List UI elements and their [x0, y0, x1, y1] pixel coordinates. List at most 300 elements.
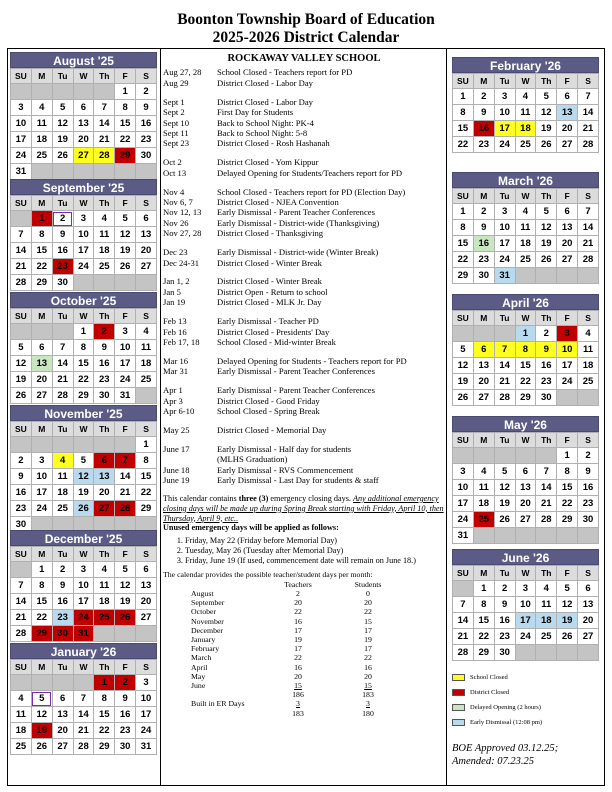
day-cell: 28	[578, 137, 599, 153]
emergency-title: Unused emergency days will be applied as follows:	[163, 523, 339, 533]
event-row	[163, 406, 445, 416]
days-count: 19	[294, 634, 302, 644]
day-cell: 13	[473, 358, 494, 374]
day-cell: 5	[536, 204, 557, 220]
day-cell: 29	[515, 390, 536, 406]
day-cell: 27	[136, 259, 157, 275]
day-cell: 31	[11, 164, 32, 180]
event-row	[163, 138, 445, 148]
event-date: Nov 26	[163, 217, 189, 228]
event-text: Early Dismissal - District-wide (Winter Break)	[217, 247, 379, 258]
day-cell: 13	[31, 356, 52, 372]
day-cell: 15	[115, 116, 136, 132]
event-row	[163, 287, 445, 297]
day-cell: 23	[473, 252, 494, 268]
event-row	[163, 187, 445, 197]
event-text: District Closed - Presidents' Day	[217, 326, 330, 337]
event-row	[163, 157, 445, 167]
day-cell: 15	[94, 707, 115, 723]
calendar-dec	[10, 530, 157, 642]
day-cell: 11	[578, 342, 599, 358]
weekday-header: SU	[453, 311, 474, 326]
day-cell: 26	[494, 512, 515, 528]
event-date: Feb 16	[163, 326, 187, 337]
document-title-line2: 2025-2026 District Calendar	[212, 29, 400, 46]
day-cell: 9	[136, 100, 157, 116]
days-month: February	[191, 644, 220, 654]
day-cell: 5	[73, 453, 94, 469]
calendar-sep	[10, 179, 157, 291]
event-date: Feb 17, 18	[163, 336, 200, 347]
day-cell: 4	[11, 691, 32, 707]
day-cell: 3	[31, 453, 52, 469]
month-title: March '26	[452, 172, 599, 188]
weekday-header: F	[557, 566, 578, 581]
weekday-header: Th	[94, 660, 115, 675]
day-cell: 2	[578, 448, 599, 464]
day-cell: 12	[536, 105, 557, 121]
day-cell: 26	[11, 388, 32, 404]
empty-day	[73, 437, 94, 453]
day-cell: 27	[73, 148, 94, 164]
day-cell: 28	[115, 501, 136, 517]
weekday-header: Tu	[494, 189, 515, 204]
weekday-header: SU	[453, 433, 474, 448]
day-cell: 19	[31, 723, 52, 739]
event-text: (MLHS Graduation)	[217, 454, 288, 465]
empty-day	[31, 84, 52, 100]
weekday-header: W	[73, 69, 94, 84]
days-header-students: Students	[354, 579, 382, 589]
day-cell: 9	[94, 340, 115, 356]
days-count: 22	[294, 607, 302, 617]
day-cell: 23	[578, 496, 599, 512]
empty-day	[11, 324, 32, 340]
event-row	[163, 475, 445, 485]
day-cell: 6	[578, 581, 599, 597]
day-cell: 29	[115, 148, 136, 164]
day-cell: 8	[453, 105, 474, 121]
event-text: Early Dismissal - Parent Teacher Conferences	[217, 366, 375, 377]
day-cell: 23	[115, 723, 136, 739]
day-cell: 24	[73, 610, 94, 626]
weekday-header: Tu	[494, 433, 515, 448]
event-text: District Closed - Winter Break	[217, 276, 322, 287]
day-cell: 5	[52, 100, 73, 116]
calendar-jan	[10, 643, 157, 755]
event-row	[163, 385, 445, 395]
day-cell: 23	[136, 132, 157, 148]
day-cell: 6	[473, 342, 494, 358]
event-date: Mar 16	[163, 355, 189, 366]
day-cell: 20	[557, 236, 578, 252]
weekday-header: F	[115, 660, 136, 675]
event-text: Early Dismissal - Half day for students	[217, 443, 352, 454]
days-intro: The calendar provides the possible teacher/student days per month:	[163, 570, 373, 580]
day-cell: 20	[94, 485, 115, 501]
day-cell: 12	[11, 356, 32, 372]
day-cell: 9	[494, 597, 515, 613]
day-cell: 1	[515, 326, 536, 342]
weekday-header: SU	[11, 547, 32, 562]
empty-day	[578, 390, 599, 406]
day-cell: 11	[473, 480, 494, 496]
day-cell: 19	[115, 243, 136, 259]
days-row	[191, 681, 403, 690]
day-cell: 17	[453, 496, 474, 512]
weekday-header: M	[473, 311, 494, 326]
day-cell: 6	[557, 89, 578, 105]
day-cell: 22	[31, 259, 52, 275]
event-date: Apr 6-10	[163, 405, 195, 416]
day-cell: 30	[52, 626, 73, 642]
empty-day	[115, 164, 136, 180]
day-cell: 25	[94, 259, 115, 275]
event-text: Early Dismissal - Parent Teacher Conferences	[217, 207, 375, 218]
event-text: District Closed - Labor Day	[217, 77, 313, 88]
day-cell: 1	[31, 211, 52, 227]
day-cell: 11	[136, 340, 157, 356]
days-count: 2	[296, 588, 300, 598]
day-cell: 28	[494, 390, 515, 406]
day-cell: 8	[453, 220, 474, 236]
day-cell: 27	[31, 388, 52, 404]
day-cell: 21	[453, 629, 474, 645]
day-cell: 2	[52, 562, 73, 578]
day-cell: 25	[536, 629, 557, 645]
day-cell: 22	[94, 723, 115, 739]
days-row	[191, 607, 403, 616]
day-cell: 30	[52, 275, 73, 291]
day-cell: 4	[515, 89, 536, 105]
empty-day	[31, 164, 52, 180]
event-text: Early Dismissal - Parent Teacher Conferences	[217, 385, 375, 396]
empty-day	[52, 84, 73, 100]
weekday-header: Th	[94, 309, 115, 324]
day-cell: 7	[494, 342, 515, 358]
day-cell: 18	[31, 132, 52, 148]
day-cell: 16	[536, 358, 557, 374]
day-cell: 28	[536, 512, 557, 528]
day-cell: 15	[73, 356, 94, 372]
weekday-header: SU	[453, 189, 474, 204]
day-cell: 19	[115, 594, 136, 610]
empty-day	[52, 437, 73, 453]
day-cell: 8	[31, 578, 52, 594]
empty-day	[11, 675, 32, 691]
empty-day	[94, 275, 115, 291]
day-cell: 20	[136, 243, 157, 259]
day-cell: 13	[515, 480, 536, 496]
note-text-d: Any additional emergency closing days will be made up during Spring Break starting with Friday, April 10, then Thursday, April 9, etc..	[163, 493, 444, 523]
event-list	[163, 67, 445, 485]
empty-day	[557, 390, 578, 406]
day-cell: 19	[557, 613, 578, 629]
day-cell: 29	[31, 626, 52, 642]
legend-item	[452, 685, 542, 700]
empty-day	[94, 626, 115, 642]
day-cell: 5	[557, 581, 578, 597]
day-cell: 7	[52, 340, 73, 356]
day-cell: 25	[515, 137, 536, 153]
day-cell: 7	[11, 227, 32, 243]
event-date: Dec 24-31	[163, 257, 200, 268]
event-date: Mar 31	[163, 366, 189, 377]
day-cell: 7	[11, 578, 32, 594]
days-month: August	[191, 588, 214, 598]
days-row	[191, 663, 403, 672]
day-cell: 26	[52, 148, 73, 164]
day-cell: 6	[31, 340, 52, 356]
day-cell: 11	[52, 469, 73, 485]
day-cell: 10	[453, 480, 474, 496]
day-cell: 18	[52, 485, 73, 501]
empty-day	[453, 326, 474, 342]
day-cell: 29	[136, 501, 157, 517]
day-cell: 12	[73, 469, 94, 485]
event-date: Sept 1	[163, 96, 185, 107]
day-cell: 16	[136, 116, 157, 132]
day-cell: 2	[536, 326, 557, 342]
day-cell: 21	[11, 610, 32, 626]
day-cell: 29	[94, 739, 115, 755]
day-cell: 23	[473, 137, 494, 153]
day-cell: 5	[115, 211, 136, 227]
calendar-oct	[10, 292, 157, 404]
day-cell: 9	[52, 578, 73, 594]
weekday-header: W	[73, 309, 94, 324]
empty-day	[515, 268, 536, 284]
weekday-header: W	[515, 566, 536, 581]
footer-approved: BOE Approved 03.12.25;	[452, 743, 559, 754]
empty-day	[536, 645, 557, 661]
event-date	[163, 454, 217, 464]
footer-amended: Amended: 07.23.25	[452, 756, 534, 767]
empty-day	[578, 268, 599, 284]
event-date: Aug 27, 28	[163, 67, 202, 78]
approval-footer	[452, 742, 558, 768]
day-cell: 23	[494, 629, 515, 645]
day-cell: 18	[473, 496, 494, 512]
days-header-teachers: Teachers	[284, 579, 312, 589]
day-cell: 11	[31, 116, 52, 132]
month-title: February '26	[452, 57, 599, 73]
day-cell: 2	[473, 89, 494, 105]
day-cell: 3	[453, 464, 474, 480]
days-count: 17	[364, 644, 372, 654]
event-row	[163, 465, 445, 475]
event-date: June 18	[163, 464, 190, 475]
weekday-header: F	[115, 547, 136, 562]
event-row	[163, 366, 445, 376]
event-row	[163, 207, 445, 217]
day-cell: 30	[11, 517, 32, 533]
day-cell: 6	[94, 453, 115, 469]
month-title: September '25	[10, 179, 157, 195]
day-cell: 23	[52, 610, 73, 626]
weekday-header: M	[31, 69, 52, 84]
day-cell: 2	[115, 675, 136, 691]
emergency-item: 1. Friday, May 22 (Friday before Memorial Day)	[185, 536, 445, 546]
day-cell: 17	[515, 613, 536, 629]
days-count: 17	[294, 644, 302, 654]
weekday-header: F	[115, 196, 136, 211]
event-date: Nov 12, 13	[163, 207, 202, 218]
days-count: 16	[294, 662, 302, 672]
event-text: District Closed - Rosh Hashanah	[217, 138, 330, 149]
day-cell: 15	[473, 613, 494, 629]
empty-day	[578, 645, 599, 661]
event-text: Early Dismissal - Teacher PD	[217, 316, 319, 327]
day-cell: 16	[11, 485, 32, 501]
day-cell: 24	[494, 137, 515, 153]
day-cell: 7	[115, 453, 136, 469]
empty-day	[11, 437, 32, 453]
days-month: June	[191, 680, 206, 690]
weekday-header: SU	[11, 69, 32, 84]
day-cell: 5	[11, 340, 32, 356]
day-cell: 15	[515, 358, 536, 374]
event-text: District Closed - Labor Day	[217, 96, 313, 107]
day-cell: 16	[494, 613, 515, 629]
day-cell: 22	[515, 374, 536, 390]
day-cell: 5	[31, 691, 52, 707]
weekday-header: Tu	[52, 660, 73, 675]
empty-day	[94, 437, 115, 453]
event-row	[163, 337, 445, 347]
weekday-header: F	[115, 69, 136, 84]
day-cell: 4	[94, 562, 115, 578]
day-cell: 10	[73, 578, 94, 594]
day-cell: 7	[578, 89, 599, 105]
day-cell: 31	[494, 268, 515, 284]
empty-day	[31, 324, 52, 340]
empty-day	[453, 581, 474, 597]
event-text: School Closed - Teachers report for PD (Election Day)	[217, 186, 406, 197]
day-cell: 3	[494, 204, 515, 220]
day-cell: 20	[473, 374, 494, 390]
day-cell: 30	[494, 645, 515, 661]
day-cell: 17	[136, 707, 157, 723]
empty-day	[515, 528, 536, 544]
school-name: ROCKAWAY VALLEY SCHOOL	[227, 53, 381, 64]
day-cell: 11	[94, 578, 115, 594]
empty-day	[494, 326, 515, 342]
empty-day	[536, 448, 557, 464]
day-cell: 13	[136, 578, 157, 594]
day-cell: 5	[453, 342, 474, 358]
day-cell: 31	[453, 528, 474, 544]
legend-label: School Closed	[470, 674, 508, 681]
day-cell: 25	[31, 148, 52, 164]
day-cell: 13	[52, 707, 73, 723]
weekday-header: M	[31, 547, 52, 562]
day-cell: 29	[473, 645, 494, 661]
day-cell: 8	[557, 464, 578, 480]
month-title: May '26	[452, 416, 599, 432]
days-month: May	[191, 671, 206, 681]
day-cell: 9	[11, 469, 32, 485]
day-cell: 27	[557, 137, 578, 153]
days-table	[163, 570, 445, 717]
empty-day	[515, 645, 536, 661]
day-cell: 28	[453, 645, 474, 661]
day-cell: 3	[115, 324, 136, 340]
day-cell: 19	[536, 121, 557, 137]
day-cell: 16	[473, 236, 494, 252]
empty-day	[52, 675, 73, 691]
day-cell: 21	[11, 259, 32, 275]
day-cell: 9	[473, 105, 494, 121]
days-count: 3	[296, 699, 300, 709]
document-title-line1: Boonton Township Board of Education	[177, 11, 435, 28]
days-row	[191, 709, 403, 718]
weekday-header: SU	[11, 660, 32, 675]
weekday-header: W	[73, 547, 94, 562]
weekday-header: S	[578, 433, 599, 448]
empty-day	[578, 528, 599, 544]
days-count: 22	[294, 653, 302, 663]
event-row	[163, 276, 445, 286]
day-cell: 9	[578, 464, 599, 480]
event-text: First Day for Students	[217, 107, 294, 118]
day-cell: 17	[557, 358, 578, 374]
month-title: April '26	[452, 294, 599, 310]
calendar-mar	[452, 172, 599, 284]
day-cell: 18	[578, 358, 599, 374]
weekday-header: SU	[11, 196, 32, 211]
weekday-header: F	[115, 422, 136, 437]
event-row	[163, 107, 445, 117]
day-cell: 22	[453, 137, 474, 153]
days-row	[191, 598, 403, 607]
day-cell: 13	[557, 220, 578, 236]
weekday-header: S	[578, 566, 599, 581]
day-cell: 25	[52, 501, 73, 517]
days-month: April	[191, 662, 208, 672]
day-cell: 17	[73, 243, 94, 259]
weekday-header: Th	[536, 566, 557, 581]
day-cell: 14	[11, 243, 32, 259]
days-count: 20	[364, 671, 372, 681]
event-date: Jan 5	[163, 286, 181, 297]
day-cell: 29	[453, 268, 474, 284]
weekday-header: S	[578, 74, 599, 89]
day-cell: 4	[515, 204, 536, 220]
calendar-nov	[10, 405, 157, 533]
day-cell: 4	[473, 464, 494, 480]
day-cell: 13	[73, 116, 94, 132]
day-cell: 23	[52, 259, 73, 275]
empty-day	[94, 84, 115, 100]
event-date: June 17	[163, 443, 190, 454]
day-cell: 7	[536, 464, 557, 480]
event-text: District Closed - Memorial Day	[217, 424, 327, 435]
day-cell: 1	[73, 324, 94, 340]
day-cell: 14	[578, 220, 599, 236]
empty-day	[557, 268, 578, 284]
event-row	[163, 327, 445, 337]
weekday-header: Tu	[52, 69, 73, 84]
day-cell: 25	[473, 512, 494, 528]
day-cell: 20	[52, 723, 73, 739]
event-date: Jan 19	[163, 297, 186, 308]
day-cell: 6	[52, 691, 73, 707]
day-cell: 22	[31, 610, 52, 626]
days-month: Built in ER Days	[191, 699, 245, 709]
day-cell: 29	[73, 388, 94, 404]
day-cell: 20	[557, 121, 578, 137]
